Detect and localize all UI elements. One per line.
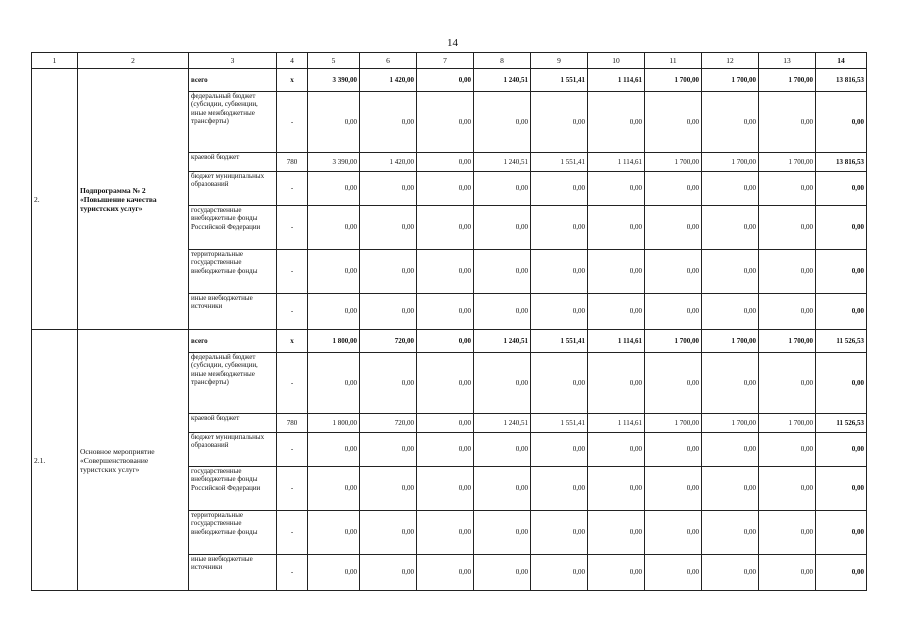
amount-value: 0,00: [645, 433, 702, 467]
amount-value: 0,00: [474, 555, 531, 591]
amount-value: 0,00: [360, 250, 417, 294]
amount-value: 0,00: [645, 555, 702, 591]
total-value: 0,00: [816, 467, 867, 511]
total-value: 0,00: [816, 433, 867, 467]
amount-value: 1 551,41: [531, 153, 588, 172]
amount-value: 0,00: [702, 250, 759, 294]
amount-value: 1 700,00: [645, 69, 702, 92]
amount-value: 0,00: [702, 294, 759, 330]
amount-value: 0,00: [417, 555, 474, 591]
amount-value: 1 700,00: [702, 69, 759, 92]
amount-value: 0,00: [588, 206, 645, 250]
total-value: 0,00: [816, 250, 867, 294]
column-header: 10: [588, 53, 645, 69]
amount-value: 0,00: [759, 92, 816, 153]
amount-value: 1 700,00: [759, 153, 816, 172]
amount-value: 0,00: [417, 153, 474, 172]
total-value: 0,00: [816, 511, 867, 555]
budget-code: -: [277, 294, 308, 330]
column-header: 2: [78, 53, 189, 69]
amount-value: 0,00: [360, 467, 417, 511]
amount-value: 0,00: [474, 433, 531, 467]
amount-value: 0,00: [360, 206, 417, 250]
column-header: 12: [702, 53, 759, 69]
amount-value: 0,00: [645, 294, 702, 330]
amount-value: 0,00: [759, 353, 816, 414]
amount-value: 0,00: [531, 353, 588, 414]
amount-value: 0,00: [588, 294, 645, 330]
amount-value: 1 700,00: [759, 330, 816, 353]
amount-value: 0,00: [759, 206, 816, 250]
amount-value: 0,00: [645, 467, 702, 511]
amount-value: 0,00: [360, 433, 417, 467]
amount-value: 0,00: [417, 206, 474, 250]
budget-code: -: [277, 92, 308, 153]
amount-value: 0,00: [474, 172, 531, 206]
amount-value: 0,00: [417, 330, 474, 353]
budget-code: -: [277, 172, 308, 206]
column-header: 5: [308, 53, 360, 69]
amount-value: 0,00: [588, 555, 645, 591]
budget-code: -: [277, 353, 308, 414]
amount-value: 1 700,00: [759, 69, 816, 92]
budget-table: [31, 52, 867, 591]
funding-source: всего: [189, 69, 277, 92]
amount-value: 0,00: [702, 206, 759, 250]
amount-value: 0,00: [588, 250, 645, 294]
amount-value: 0,00: [360, 172, 417, 206]
amount-value: 0,00: [474, 294, 531, 330]
amount-value: 0,00: [702, 433, 759, 467]
amount-value: 0,00: [588, 92, 645, 153]
funding-source: федеральный бюджет (субсидии, субвенции, иные межбюджетные трансферты): [189, 353, 277, 414]
funding-source: территориальные государственные внебюджетные фонды: [189, 250, 277, 294]
amount-value: 3 390,00: [308, 69, 360, 92]
column-header: 4: [277, 53, 308, 69]
amount-value: 0,00: [531, 172, 588, 206]
amount-value: 0,00: [531, 433, 588, 467]
amount-value: 0,00: [531, 206, 588, 250]
column-header: 14: [816, 53, 867, 69]
budget-code: 780: [277, 153, 308, 172]
amount-value: 0,00: [531, 250, 588, 294]
amount-value: 0,00: [531, 294, 588, 330]
amount-value: 1 700,00: [702, 414, 759, 433]
total-value: 11 526,53: [816, 414, 867, 433]
funding-source: государственные внебюджетные фонды Российской Федерации: [189, 206, 277, 250]
amount-value: 0,00: [588, 511, 645, 555]
budget-code: х: [277, 69, 308, 92]
amount-value: 0,00: [702, 467, 759, 511]
funding-source: иные внебюджетные источники: [189, 555, 277, 591]
total-value: 13 816,53: [816, 153, 867, 172]
column-header: 1: [32, 53, 78, 69]
column-header: 9: [531, 53, 588, 69]
amount-value: 1 114,61: [588, 414, 645, 433]
budget-code: -: [277, 250, 308, 294]
amount-value: 0,00: [702, 353, 759, 414]
budget-code: -: [277, 511, 308, 555]
amount-value: 0,00: [588, 433, 645, 467]
amount-value: 0,00: [702, 92, 759, 153]
page-number: 14: [447, 37, 458, 49]
budget-code: -: [277, 467, 308, 511]
amount-value: 0,00: [417, 433, 474, 467]
funding-source: краевой бюджет: [189, 153, 277, 172]
amount-value: 0,00: [360, 92, 417, 153]
amount-value: 1 114,61: [588, 330, 645, 353]
amount-value: 1 420,00: [360, 69, 417, 92]
amount-value: 1 700,00: [645, 330, 702, 353]
row-number: 2.1.: [32, 330, 78, 591]
budget-code: -: [277, 433, 308, 467]
column-header: 11: [645, 53, 702, 69]
table-row: [32, 330, 867, 353]
amount-value: 1 240,51: [474, 330, 531, 353]
amount-value: 1 551,41: [531, 330, 588, 353]
amount-value: 1 114,61: [588, 153, 645, 172]
funding-source: федеральный бюджет (субсидии, субвенции, иные межбюджетные трансферты): [189, 92, 277, 153]
column-header: 3: [189, 53, 277, 69]
amount-value: 1 700,00: [759, 414, 816, 433]
amount-value: 1 240,51: [474, 153, 531, 172]
amount-value: 0,00: [308, 172, 360, 206]
funding-source: бюджет муниципальных образований: [189, 172, 277, 206]
amount-value: 0,00: [308, 92, 360, 153]
budget-code: -: [277, 555, 308, 591]
amount-value: 0,00: [308, 555, 360, 591]
amount-value: 0,00: [417, 353, 474, 414]
amount-value: 0,00: [531, 92, 588, 153]
amount-value: 0,00: [759, 250, 816, 294]
amount-value: 1 800,00: [308, 414, 360, 433]
amount-value: 0,00: [759, 433, 816, 467]
amount-value: 0,00: [759, 294, 816, 330]
header-row: [32, 53, 867, 69]
funding-source: краевой бюджет: [189, 414, 277, 433]
funding-source: государственные внебюджетные фонды Российской Федерации: [189, 467, 277, 511]
column-header: 13: [759, 53, 816, 69]
amount-value: 0,00: [759, 172, 816, 206]
amount-value: 0,00: [588, 172, 645, 206]
funding-source: бюджет муниципальных образований: [189, 433, 277, 467]
total-value: 0,00: [816, 353, 867, 414]
amount-value: 0,00: [308, 206, 360, 250]
amount-value: 1 240,51: [474, 69, 531, 92]
amount-value: 1 800,00: [308, 330, 360, 353]
amount-value: 0,00: [588, 467, 645, 511]
total-value: 11 526,53: [816, 330, 867, 353]
amount-value: 0,00: [759, 511, 816, 555]
amount-value: 0,00: [417, 250, 474, 294]
budget-code: х: [277, 330, 308, 353]
amount-value: 0,00: [759, 467, 816, 511]
funding-source: всего: [189, 330, 277, 353]
amount-value: 0,00: [360, 294, 417, 330]
amount-value: 0,00: [308, 294, 360, 330]
total-value: 0,00: [816, 92, 867, 153]
amount-value: 0,00: [645, 353, 702, 414]
amount-value: 0,00: [645, 250, 702, 294]
row-number: 2.: [32, 69, 78, 330]
funding-source: территориальные государственные внебюджетные фонды: [189, 511, 277, 555]
amount-value: 0,00: [531, 555, 588, 591]
amount-value: 0,00: [417, 467, 474, 511]
column-header: 6: [360, 53, 417, 69]
amount-value: 0,00: [360, 353, 417, 414]
amount-value: 3 390,00: [308, 153, 360, 172]
amount-value: 0,00: [474, 353, 531, 414]
amount-value: 0,00: [308, 250, 360, 294]
amount-value: 1 420,00: [360, 153, 417, 172]
amount-value: 1 240,51: [474, 414, 531, 433]
amount-value: 0,00: [588, 353, 645, 414]
amount-value: 0,00: [645, 511, 702, 555]
amount-value: 0,00: [645, 206, 702, 250]
column-header: 8: [474, 53, 531, 69]
amount-value: 0,00: [417, 511, 474, 555]
amount-value: 0,00: [474, 467, 531, 511]
amount-value: 0,00: [417, 92, 474, 153]
total-value: 0,00: [816, 172, 867, 206]
amount-value: 0,00: [417, 294, 474, 330]
amount-value: 0,00: [417, 414, 474, 433]
table-row: [32, 69, 867, 92]
amount-value: 0,00: [417, 172, 474, 206]
amount-value: 0,00: [474, 511, 531, 555]
amount-value: 720,00: [360, 330, 417, 353]
amount-value: 1 700,00: [645, 153, 702, 172]
amount-value: 0,00: [702, 555, 759, 591]
amount-value: 0,00: [474, 250, 531, 294]
amount-value: 0,00: [474, 206, 531, 250]
amount-value: 720,00: [360, 414, 417, 433]
amount-value: 0,00: [308, 467, 360, 511]
amount-value: 0,00: [360, 511, 417, 555]
amount-value: 1 551,41: [531, 414, 588, 433]
amount-value: 0,00: [308, 511, 360, 555]
program-name: Подпрограмма № 2 «Повышение качества туристских услуг»: [78, 69, 189, 330]
amount-value: 0,00: [702, 172, 759, 206]
amount-value: 1 551,41: [531, 69, 588, 92]
total-value: 0,00: [816, 555, 867, 591]
total-value: 13 816,53: [816, 69, 867, 92]
amount-value: 1 700,00: [702, 330, 759, 353]
program-name: Основное мероприятие «Совершенствование туристских услуг»: [78, 330, 189, 591]
amount-value: 0,00: [474, 92, 531, 153]
amount-value: 1 700,00: [702, 153, 759, 172]
amount-value: 1 114,61: [588, 69, 645, 92]
amount-value: 0,00: [759, 555, 816, 591]
budget-code: -: [277, 206, 308, 250]
amount-value: 0,00: [417, 69, 474, 92]
amount-value: 1 700,00: [645, 414, 702, 433]
column-header: 7: [417, 53, 474, 69]
amount-value: 0,00: [645, 92, 702, 153]
amount-value: 0,00: [702, 511, 759, 555]
total-value: 0,00: [816, 294, 867, 330]
amount-value: 0,00: [360, 555, 417, 591]
amount-value: 0,00: [308, 433, 360, 467]
amount-value: 0,00: [531, 511, 588, 555]
amount-value: 0,00: [308, 353, 360, 414]
funding-source: иные внебюджетные источники: [189, 294, 277, 330]
amount-value: 0,00: [531, 467, 588, 511]
total-value: 0,00: [816, 206, 867, 250]
budget-code: 780: [277, 414, 308, 433]
amount-value: 0,00: [645, 172, 702, 206]
